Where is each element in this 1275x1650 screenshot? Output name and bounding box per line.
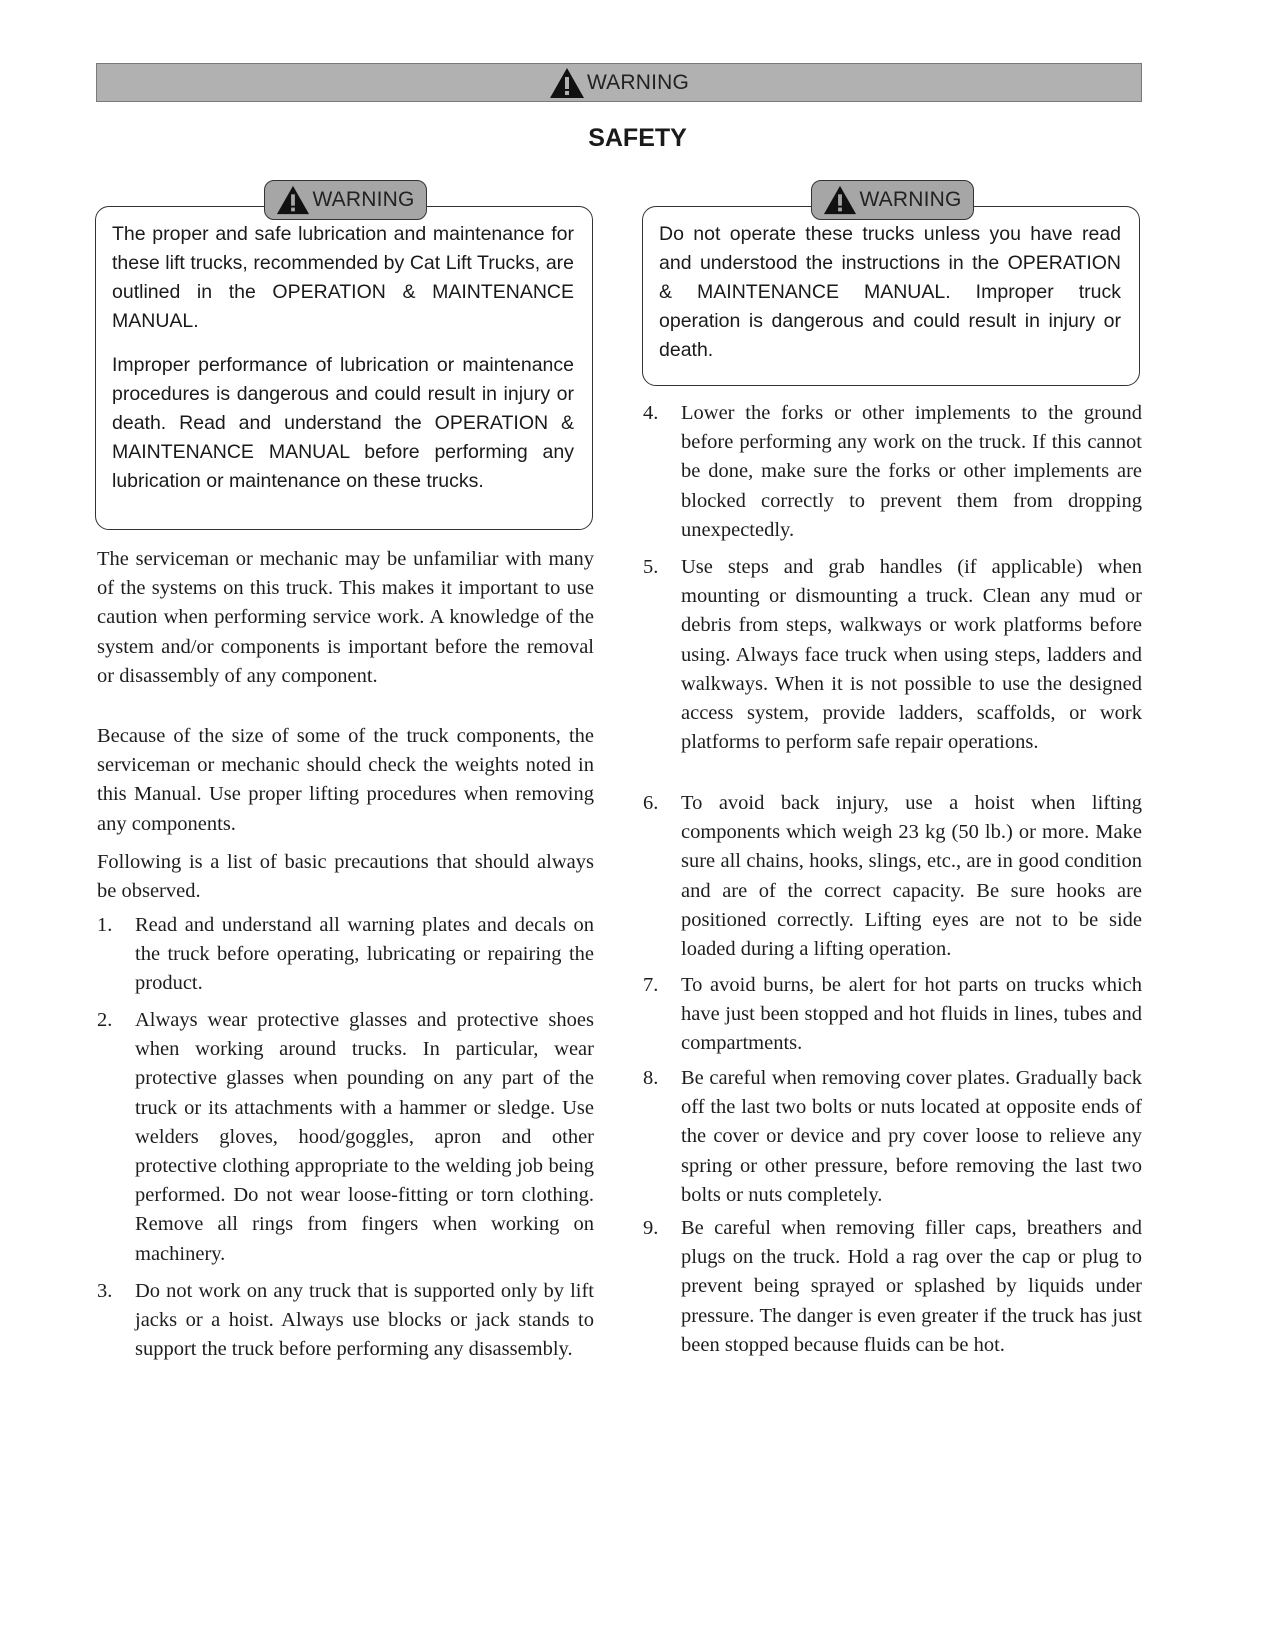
left-warning-label: WARNING xyxy=(312,188,415,211)
list-item-number: 9. xyxy=(643,1217,659,1239)
right-warning-para-1: Do not operate these trucks unless you have read and understood the instructions in the OPERATION & MAINTENANCE MANUAL. Improper truck operation is dangerous and could result in injury or death. xyxy=(659,223,1121,361)
list-item-number: 6. xyxy=(643,792,659,814)
list-item-text: To avoid back injury, use a hoist when lifting components which weigh 23 kg (50 lb.) or more. Make sure all chains, hooks, slings, etc., are in good condition and are of the correct capacity. Be sure hooks are positioned correctly. Lifting eyes are not to be side loaded during a lifting operation. xyxy=(681,792,1142,961)
right-warning-label: WARNING xyxy=(859,188,962,211)
page-title: SAFETY xyxy=(588,124,687,152)
left-warning-tab xyxy=(264,180,427,220)
list-item xyxy=(643,1214,1142,1360)
list-item-number: 4. xyxy=(643,402,659,424)
intro-paragraph-2: Because of the size of some of the truck components, the serviceman or mechanic should check the weights noted in this Manual. Use proper lifting procedures when removing any components. xyxy=(97,725,594,835)
right-warning-box xyxy=(642,206,1140,386)
list-item-text: Lower the forks or other implements to the ground before performing any work on the truck. If this cannot be done, make sure the forks or other implements are blocked correctly to prevent them from dropping unexpectedly. xyxy=(681,402,1142,541)
list-item xyxy=(97,1006,594,1269)
list-item-number: 2. xyxy=(97,1009,113,1031)
list-item-text: Use steps and grab handles (if applicable) when mounting or dismounting a truck. Clean any mud or debris from steps, walkways or work platforms before using. Always face truck when using steps, ladders and walkways. When it is not possible to use the designed access system, provide ladders, scaffolds, or work platforms to perform safe repair operations. xyxy=(681,556,1142,754)
list-item-number: 8. xyxy=(643,1067,659,1089)
left-warning-box xyxy=(95,206,593,530)
list-item-text: Be careful when removing cover plates. Gradually back off the last two bolts or nuts located at opposite ends of the cover or device and pry cover loose to relieve any spring or other pressure, before removing the last two bolts or nuts completely. xyxy=(681,1067,1142,1206)
banner-label: WARNING xyxy=(586,70,690,94)
left-warning-para-2: Improper performance of lubrication or maintenance procedures is dangerous and could result in injury or death. Read and understand the OPERATION & MAINTENANCE MANUAL before performing any lubrication or maintenance on these trucks. xyxy=(112,354,574,492)
warning-triangle-icon xyxy=(823,184,857,216)
warning-triangle-icon xyxy=(549,67,585,99)
list-item xyxy=(97,911,594,999)
list-item xyxy=(643,553,1142,757)
intro-paragraph-1: The serviceman or mechanic may be unfamiliar with many of the systems on this truck. This makes it important to use caution when performing service work. A knowledge of the system and/or components is important before the removal or disassembly of any component. xyxy=(97,548,594,687)
list-item-text: Do not work on any truck that is supported only by lift jacks or a hoist. Always use blocks or jack stands to support the truck before performing any disassembly. xyxy=(135,1280,594,1361)
top-warning-banner xyxy=(96,63,1142,102)
warning-triangle-icon xyxy=(276,184,310,216)
list-item xyxy=(643,971,1142,1059)
list-item xyxy=(643,1064,1142,1210)
list-item-number: 1. xyxy=(97,914,113,936)
list-item-text: Read and understand all warning plates and decals on the truck before operating, lubricating or repairing the product. xyxy=(135,914,594,995)
list-item-text: Be careful when removing filler caps, breathers and plugs on the truck. Hold a rag over the cap or plug to prevent being sprayed or splashed by liquids under pressure. The danger is even greater if the truck has just been stopped because fluids can be hot. xyxy=(681,1217,1142,1356)
left-warning-para-1: The proper and safe lubrication and maintenance for these lift trucks, recommended by Cat Lift Trucks, are outlined in the OPERATION & MAINTENANCE MANUAL. xyxy=(112,223,574,332)
list-item xyxy=(643,789,1142,964)
list-item-text: Always wear protective glasses and protective shoes when working around trucks. In particular, wear protective glasses when pounding on any part of the truck or its attachments with a hammer or sledge. Use welders gloves, hood/goggles, apron and other protective clothing appropriate to the welding job being performed. Do not wear loose-fitting or torn clothing. Remove all rings from fingers when working on machinery. xyxy=(135,1009,594,1265)
list-item xyxy=(97,1277,594,1365)
right-warning-tab xyxy=(811,180,974,220)
list-item-number: 5. xyxy=(643,556,659,578)
intro-paragraph-3: Following is a list of basic precautions that should always be observed. xyxy=(97,851,594,903)
list-item-number: 7. xyxy=(643,974,659,996)
list-item-text: To avoid burns, be alert for hot parts on trucks which have just been stopped and hot fluids in lines, tubes and compartments. xyxy=(681,974,1142,1055)
list-item-number: 3. xyxy=(97,1280,113,1302)
list-item xyxy=(643,399,1142,545)
